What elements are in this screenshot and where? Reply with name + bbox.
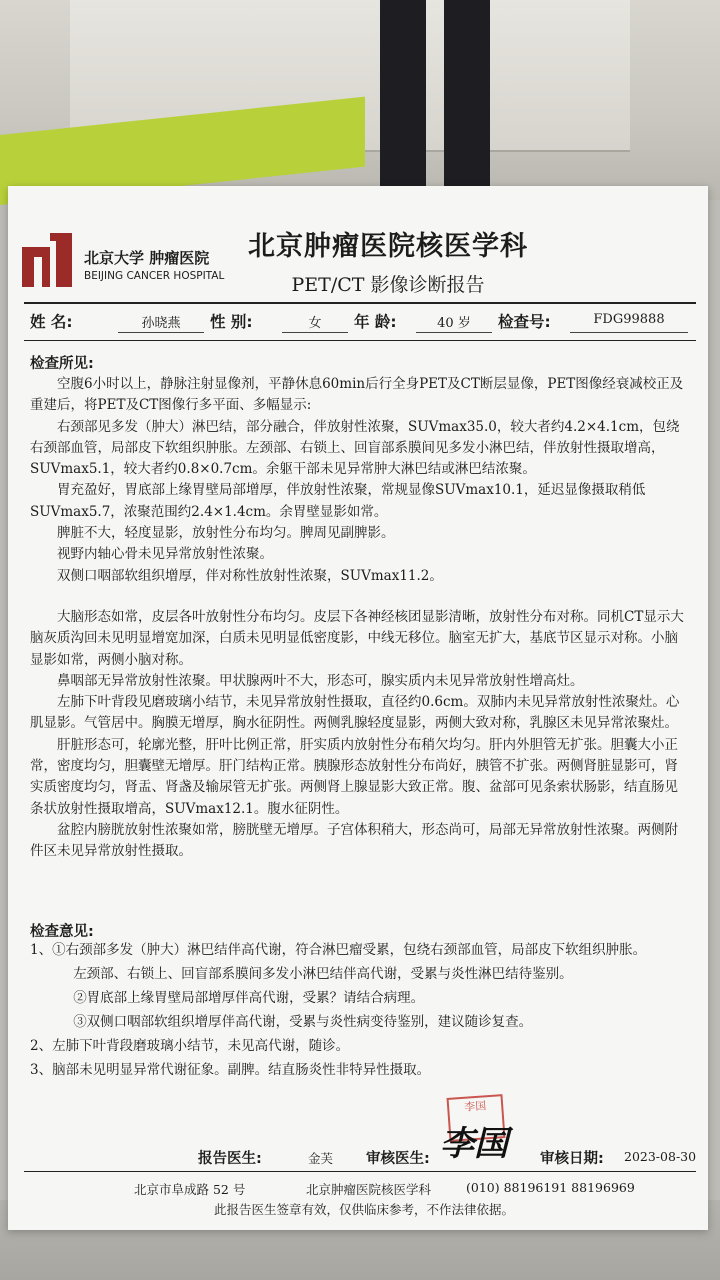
reviewer-signature: 李国 [440,1124,508,1164]
sex-label: 性 别: [210,313,253,331]
opinion-line: ③双侧口咽部软组织增厚伴高代谢，受累与炎性病变待鉴别，建议随诊复查。 [73,1014,533,1030]
date-label: 审核日期: [540,1151,604,1167]
findings-paragraph: 视野内轴心骨未见异常放射性浓聚。 [57,546,273,563]
footer-divider [24,1171,696,1172]
findings-heading: 检查所见: [30,356,94,372]
report-paper [8,186,708,1230]
opinion-line: ②胃底部上缘胃壁局部增厚伴高代谢，受累？请结合病理。 [73,990,425,1006]
name-label: 姓 名: [30,313,73,331]
report-title: PET/CT 影像诊断报告 [291,274,485,296]
opinion-line: 左颈部、右锁上、回盲部系膜间多发小淋巴结伴高代谢，受累与炎性淋巴结待鉴别。 [73,966,573,982]
reviewer-label: 审核医生: [366,1151,430,1167]
patient-sex: 女 [282,312,348,333]
findings-paragraph: 脾脏不大，轻度显影，放射性分布均匀。脾周见副脾影。 [57,525,395,542]
opinion-line: 2、左肺下叶背段磨玻璃小结节，未见高代谢，随诊。 [30,1038,350,1054]
opinion-heading: 检查意见: [30,924,94,940]
hospital-logo-icon [22,233,74,287]
reporter-label: 报告医生: [198,1151,262,1167]
footer-note: 此报告医生签章有效，仅供临床参考，不作法律依据。 [214,1202,515,1217]
findings-paragraph: 盆腔内膀胱放射性浓聚如常，膀胱壁无增厚。子宫体积稍大，形态尚可，局部无异常放射性浓聚。两侧附件区未见异常放射性摄取。 [30,821,678,860]
findings-body [30,374,690,863]
footer-department: 北京肿瘤医院核医学科 [306,1182,432,1197]
findings-paragraph: 胃充盈好，胃底部上缘胃壁局部增厚，伴放射性浓聚，常规显像SUVmax10.1，延迟显像摄取稍低SUVmax5.7，浓聚范围约2.4×1.4cm。余胃壁显影如常。 [30,482,646,520]
findings-paragraph: 空腹6小时以上，静脉注射显像剂，平静休息60min后行全身PET及CT断层显像，PET图像经衰减校正及重建后，将PET及CT图像行多平面、多幅显示: [30,376,684,414]
department-title: 北京肿瘤医院核医学科 [248,231,528,262]
review-date: 2023-08-30 [624,1149,697,1164]
findings-paragraph: 右颈部见多发（肿大）淋巴结，部分融合，伴放射性浓聚，SUVmax35.0，较大者约4.2×4.1cm，包绕右颈部血管，局部皮下软组织肿胀。左颈部、右锁上、回盲部系膜间见多发小淋巴结，伴放射性摄取增高，SUVmax5.1，较大者约0.8×0.7cm。余躯干部未见异常肿大淋巴结或淋巴结浓聚。 [30,418,680,478]
patient-age: 40 岁 [416,312,492,333]
findings-paragraph: 双侧口咽部软组织增厚，伴对称性放射性浓聚，SUVmax11.2。 [57,567,443,584]
exam-number: FDG99888 [570,312,688,333]
logo-text-en: BEIJING CANCER HOSPITAL [84,270,225,282]
findings-paragraph: 大脑形态如常，皮层各叶放射性分布均匀。皮层下各神经核团显影清晰，放射性分布对称。同机CT显示大脑灰质沟回未见明显增宽加深，白质未见明显低密度影，中线无移位。脑室无扩大，基底节区显示对称。小脑显影如常，两侧小脑对称。 [30,608,684,668]
background-person-legs [380,0,490,190]
doctor-stamp-text: 李国 [463,1099,487,1114]
exam-no-label: 检查号: [498,313,551,331]
logo-text-cn: 北京大学 肿瘤医院 [84,249,210,267]
opinion-body [30,938,690,1082]
findings-paragraph: 鼻咽部无异常放射性浓聚。甲状腺两叶不大，形态可，腺实质内未见异常放射性增高灶。 [57,672,584,689]
opinion-line: 3、脑部未见明显异常代谢征象。副脾。结直肠炎性非特异性摄取。 [30,1062,431,1078]
patient-name: 孙晓燕 [118,312,204,333]
age-label: 年 龄: [354,313,397,331]
opinion-line: 1、①右颈部多发（肿大）淋巴结伴高代谢，符合淋巴瘤受累，包绕右颈部血管，局部皮下软组织肿胀。 [30,942,647,958]
patient-info-row [24,304,696,338]
signature-row [24,1141,696,1171]
reporter-name: 金芙 [308,1151,334,1166]
findings-paragraph: 肝脏形态可，轮廓光整，肝叶比例正常，肝实质内放射性分布稍欠均匀。肝内外胆管无扩张。胆囊大小正常，密度均匀，胆囊壁无增厚。肝门结构正常。胰腺形态放射性分布尚好，胰管不扩张。两侧肾脏显影可，肾实质密度均匀，肾盂、肾盏及输尿管无扩张。两侧肾上腺显影大致正常。腹、盆部可见条索状肠影，结直肠见条状放射性摄取增高，SUVmax12.1。腹水征阴性。 [30,736,678,817]
footer-address: 北京市阜成路 52 号 [134,1182,246,1197]
findings-paragraph: 左肺下叶背段见磨玻璃小结节，未见异常放射性摄取，直径约0.6cm。双肺内未见异常放射性浓聚灶。心肌显影。气管居中。胸膜无增厚，胸水征阴性。两侧乳腺轻度显影，两侧大致对称，乳腺区未见异常浓聚灶。 [30,694,680,732]
info-divider [24,340,696,341]
footer-phone: (010) 88196191 88196969 [466,1180,635,1195]
